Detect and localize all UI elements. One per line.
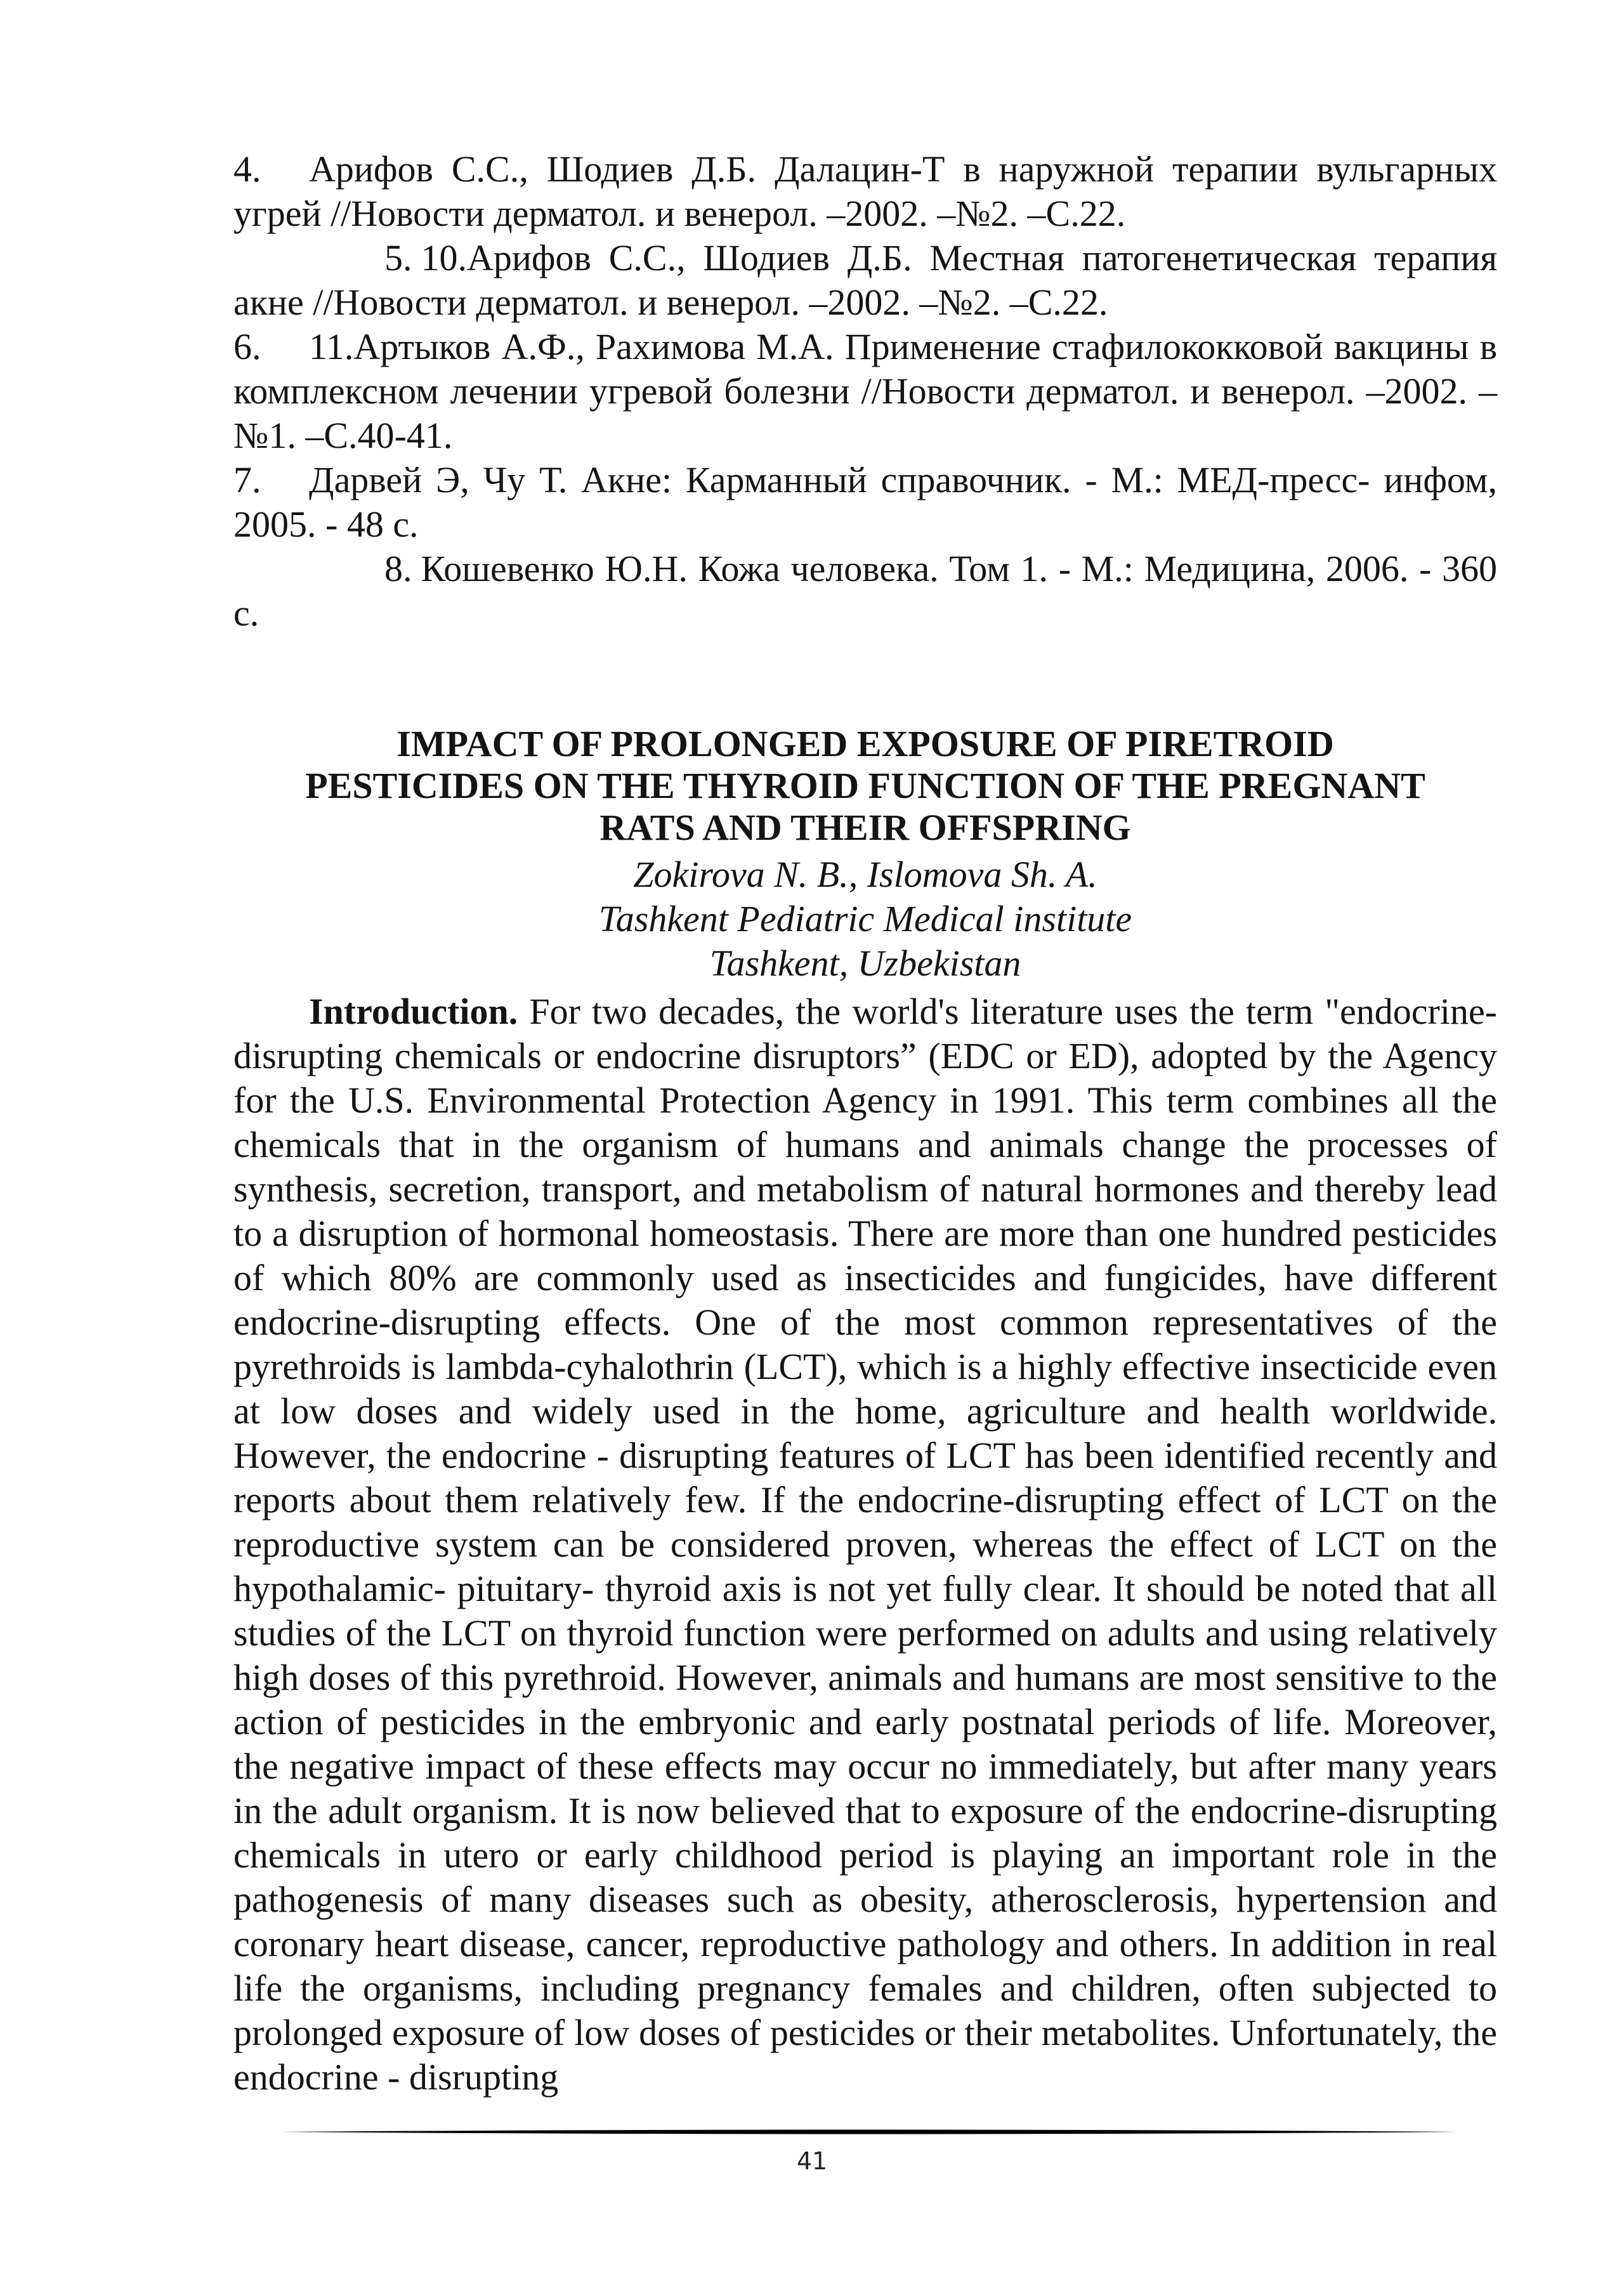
article-header	[233, 723, 1497, 986]
reference-text: 10.Арифов С.С., Шодиев Д.Б. Местная патогенетическая терапия акне //Новости дерматол. и венерол. –2002. –№2. –С.22.	[233, 237, 1497, 323]
reference-number: 5.	[384, 237, 412, 278]
reference-item	[233, 458, 1497, 547]
reference-list	[233, 147, 1497, 636]
article-title-line: IMPACT OF PROLONGED EXPOSURE OF PIRETROID	[396, 723, 1334, 764]
article-location: Tashkent, Uzbekistan	[709, 943, 1021, 984]
reference-text: Кошевенко Ю.Н. Кожа человека. Том 1. - М.: Медицина, 2006. - 360 с.	[233, 548, 1497, 634]
introduction-paragraph	[233, 990, 1497, 2100]
article-institution: Tashkent Pediatric Medical institute	[598, 898, 1132, 939]
introduction-heading: Introduction.	[309, 991, 518, 1032]
reference-text: 11.Артыков А.Ф., Рахимова М.А. Применение стафилококковой вакцины в комплексном лечении угревой болезни //Новости дерматол. и венерол. –2002. –№1. –С.40-41.	[233, 326, 1497, 456]
reference-number: 8.	[384, 548, 412, 589]
reference-number: 7.	[233, 459, 261, 500]
reference-text: Арифов С.С., Шодиев Д.Б. Далацин-Т в наружной терапии вульгарных угрей //Новости дерматол. и венерол. –2002. –№2. –С.22.	[233, 148, 1497, 234]
reference-item	[233, 236, 1497, 325]
reference-number: 6.	[233, 326, 261, 367]
reference-item	[233, 147, 1497, 236]
footer-rule	[279, 2129, 1459, 2135]
page-number: 41	[796, 2147, 828, 2175]
article-authors: Zokirova N. B., Islomova Sh. A.	[633, 854, 1097, 895]
reference-item	[233, 325, 1497, 458]
article-title-line: PESTICIDES ON THE THYROID FUNCTION OF THE PREGNANT	[305, 765, 1425, 806]
article-title-line: RATS AND THEIR OFFSPRING	[599, 807, 1131, 848]
reference-item	[233, 547, 1497, 636]
reference-number: 4.	[233, 148, 261, 190]
introduction-text: For two decades, the world's literature uses the term "endocrine-disrupting chemicals or endocrine disruptors” (EDC or ED), adopted by the Agency for the U.S. Environmental Protection Agency in 1991. This term combines all the chemicals that in the organism of humans and animals change the processes of synthesis, secretion, transport, and metabolism of natural hormones and thereby lead to a disruption of hormonal homeostasis. There are more than one hundred pesticides of which 80% are commonly used as insecticides and fungicides, have different endocrine-disrupting effects. One of the most common representatives of the pyrethroids is lambda-cyhalothrin (LCT), which is a highly effective insecticide even at low doses and widely used in the home, agriculture and health worldwide. However, the endocrine - disrupting features of LCT has been identified recently and reports about them relatively few. If the endocrine-disrupting effect of LCT on the reproductive system can be considered proven, whereas the effect of LCT on the hypothalamic- pituitary- thyroid axis is not yet fully clear. It should be noted that all studies of the LCT on thyroid function were performed on adults and using relatively high doses of this pyrethroid. However, animals and humans are most sensitive to the action of pesticides in the embryonic and early postnatal periods of life. Moreover, the negative impact of these effects may occur no immediately, but after many years in the adult organism. It is now believed that to exposure of the endocrine-disrupting chemicals in utero or early childhood period is playing an important role in the pathogenesis of many diseases such as obesity, atherosclerosis, hypertension and coronary heart disease, cancer, reproductive pathology and others. In addition in real life the organisms, including pregnancy females and children, often subjected to prolonged exposure of low doses of pesticides or their metabolites. Unfortunately, the endocrine - disrupting	[233, 991, 1497, 2098]
reference-text: Дарвей Э, Чу Т. Акне: Карманный справочник. - М.: МЕД-пресс- инфом, 2005. - 48 с.	[233, 459, 1497, 545]
